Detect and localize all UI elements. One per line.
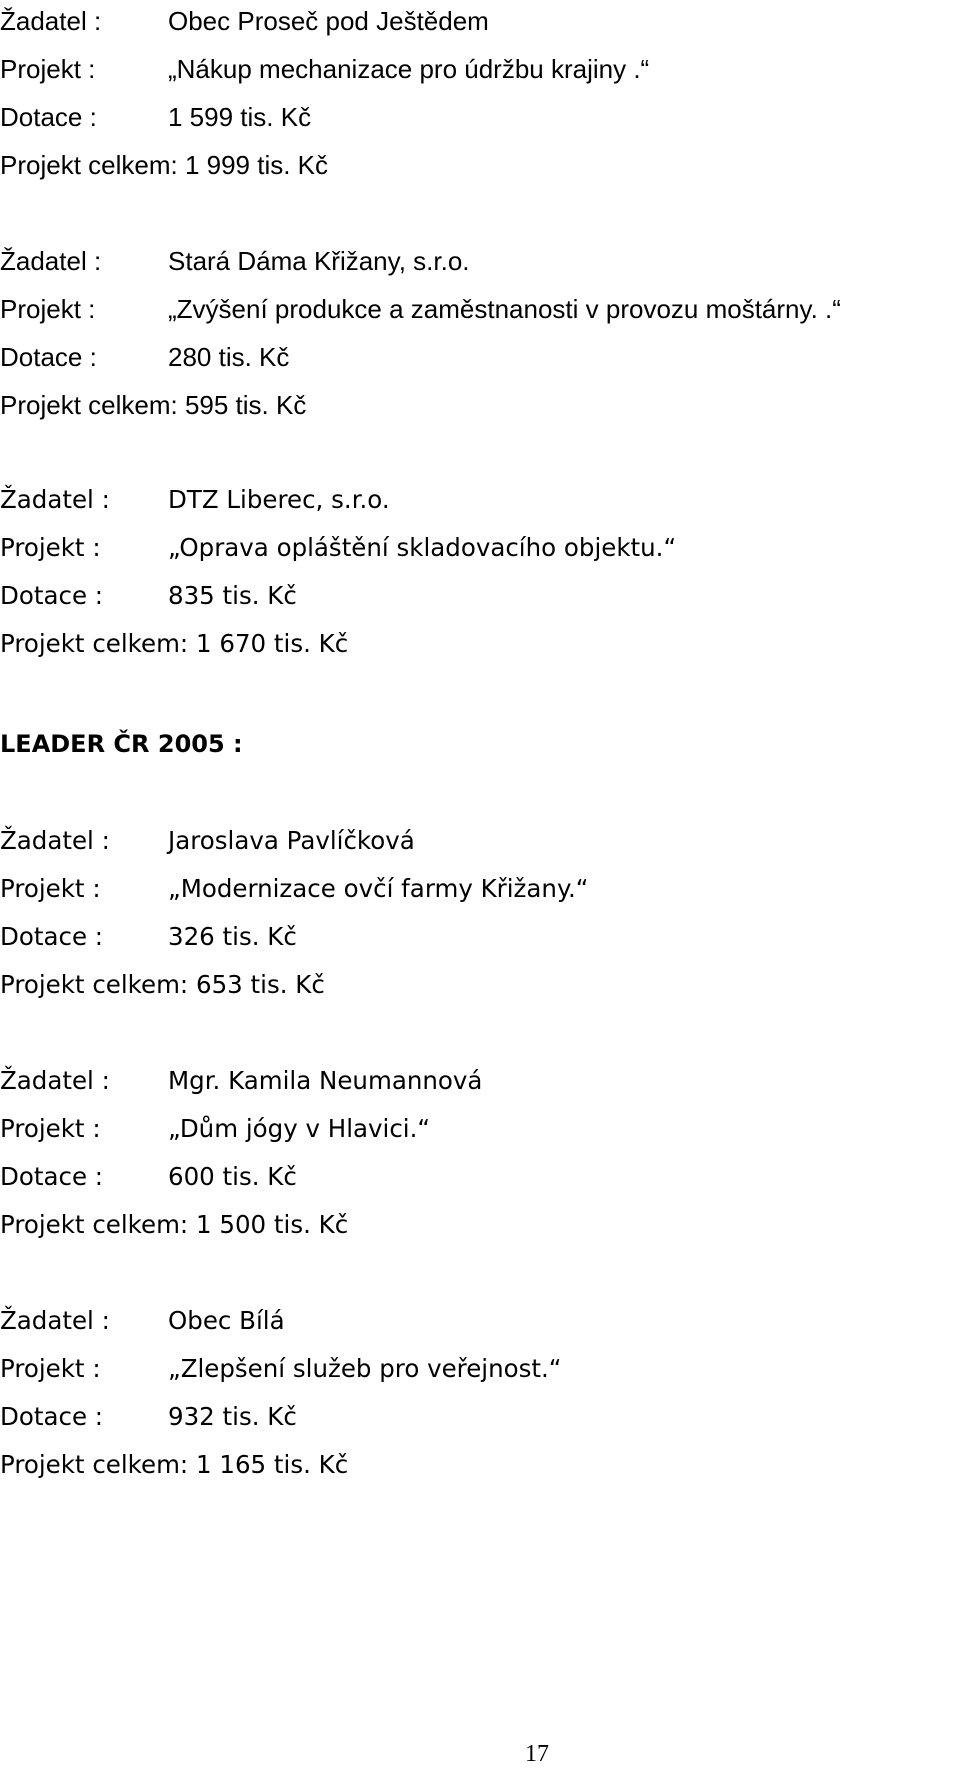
applicant-value: Stará Dáma Křižany, s.r.o. bbox=[168, 246, 470, 276]
project-total: Projekt celkem: 1 500 tis. Kč bbox=[0, 1210, 349, 1239]
project-label: Projekt : bbox=[0, 54, 96, 84]
project-total: Projekt celkem: 653 tis. Kč bbox=[0, 970, 325, 999]
applicant-value: DTZ Liberec, s.r.o. bbox=[168, 485, 390, 514]
applicant-label: Žadatel : bbox=[0, 1066, 110, 1095]
applicant-label: Žadatel : bbox=[0, 1306, 110, 1335]
project-label: Projekt : bbox=[0, 1354, 101, 1383]
applicant-value: Obec Bílá bbox=[168, 1306, 285, 1335]
project-total: Projekt celkem: 595 tis. Kč bbox=[0, 390, 307, 420]
subsidy-value: 932 tis. Kč bbox=[168, 1402, 297, 1431]
project-label: Projekt : bbox=[0, 294, 96, 324]
record-total-row bbox=[0, 969, 325, 1001]
project-label: Projekt : bbox=[0, 874, 101, 903]
page-number: 17 bbox=[525, 1741, 549, 1767]
subsidy-value: 326 tis. Kč bbox=[168, 922, 297, 951]
section-heading: LEADER ČR 2005 : bbox=[0, 730, 243, 758]
project-value: „Oprava opláštění skladovacího objektu.“ bbox=[168, 533, 677, 562]
subsidy-label: Dotace : bbox=[0, 1162, 104, 1191]
project-value: „Dům jógy v Hlavici.“ bbox=[168, 1114, 431, 1143]
project-total: Projekt celkem: 1 670 tis. Kč bbox=[0, 629, 349, 658]
project-label: Projekt : bbox=[0, 1114, 101, 1143]
project-total: Projekt celkem: 1 999 tis. Kč bbox=[0, 150, 329, 180]
applicant-value: Mgr. Kamila Neumannová bbox=[168, 1066, 483, 1095]
applicant-label: Žadatel : bbox=[0, 246, 102, 276]
applicant-value: Obec Proseč pod Ještědem bbox=[168, 6, 489, 36]
subsidy-value: 600 tis. Kč bbox=[168, 1162, 297, 1191]
subsidy-label: Dotace : bbox=[0, 581, 104, 610]
project-label: Projekt : bbox=[0, 533, 101, 562]
applicant-value: Jaroslava Pavlíčková bbox=[168, 826, 415, 855]
applicant-label: Žadatel : bbox=[0, 485, 110, 514]
project-value: „Zlepšení služeb pro veřejnost.“ bbox=[168, 1354, 562, 1383]
project-value: „Nákup mechanizace pro údržbu krajiny .“ bbox=[168, 54, 650, 84]
record-total-row bbox=[0, 1209, 348, 1241]
applicant-label: Žadatel : bbox=[0, 826, 110, 855]
subsidy-label: Dotace : bbox=[0, 1402, 104, 1431]
applicant-label: Žadatel : bbox=[0, 6, 102, 36]
subsidy-label: Dotace : bbox=[0, 922, 104, 951]
subsidy-value: 280 tis. Kč bbox=[168, 342, 290, 372]
project-value: „Zvýšení produkce a zaměstnanosti v provozu moštárny. .“ bbox=[168, 294, 841, 324]
record-total-row bbox=[0, 1449, 348, 1481]
record-total-row bbox=[0, 389, 306, 421]
project-total: Projekt celkem: 1 165 tis. Kč bbox=[0, 1450, 349, 1479]
record-total-row bbox=[0, 149, 328, 181]
subsidy-label: Dotace : bbox=[0, 342, 97, 372]
project-value: „Modernizace ovčí farmy Křižany.“ bbox=[168, 874, 589, 903]
subsidy-value: 1 599 tis. Kč bbox=[168, 102, 312, 132]
subsidy-value: 835 tis. Kč bbox=[168, 581, 297, 610]
subsidy-label: Dotace : bbox=[0, 102, 97, 132]
record-total-row bbox=[0, 628, 348, 660]
